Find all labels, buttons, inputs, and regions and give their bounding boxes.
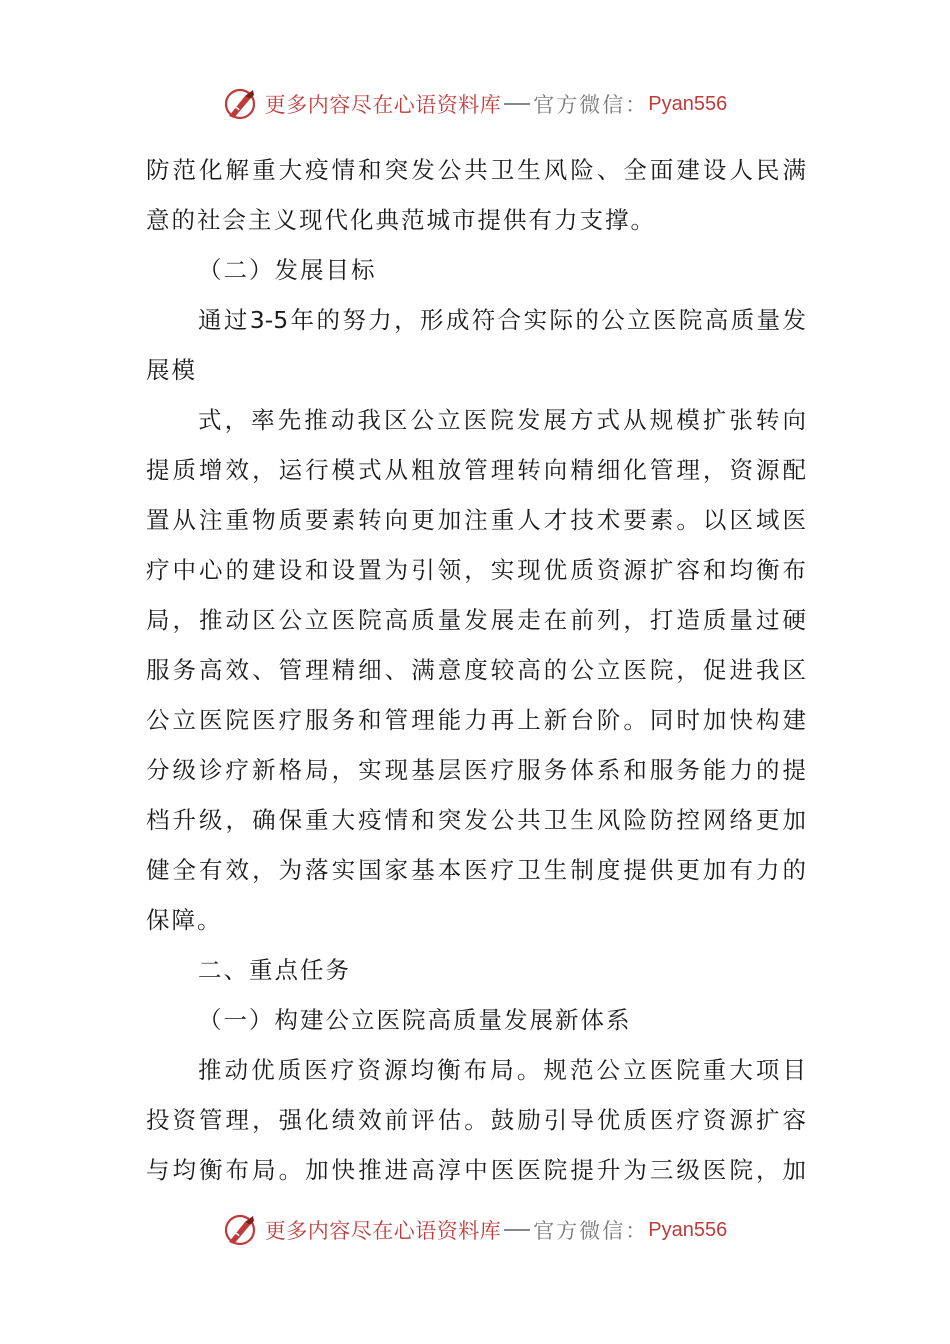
- header-watermark: [0, 82, 950, 126]
- text-line: 式，率先推动我区公立医院发展方式从规模扩张转向: [198, 406, 806, 434]
- text-line: 展模: [146, 356, 197, 384]
- text-line: 二、重点任务: [198, 956, 351, 984]
- text-line: 分级诊疗新格局，实现基层医疗服务体系和服务能力的提: [146, 756, 806, 784]
- pen-logo-icon: [223, 1212, 259, 1248]
- text-line: 投资管理，强化绩效前评估。鼓励引导优质医疗资源扩容: [146, 1106, 806, 1134]
- text-line: 置从注重物质要素转向更加注重人才技术要素。以区域医: [146, 506, 806, 534]
- text-line: 通过3-5年的努力，形成符合实际的公立医院高质量发: [198, 306, 806, 334]
- text-line: 推动优质医疗资源均衡布局。规范公立医院重大项目: [198, 1056, 806, 1084]
- watermark-suffix-text: 官方微信：: [533, 1219, 649, 1243]
- watermark-main-text: 更多内容尽在心语资料库: [264, 93, 502, 117]
- text-line: 档升级，确保重大疫情和突发公共卫生风险防控网络更加: [146, 806, 806, 834]
- watermark-main-text: 更多内容尽在心语资料库: [264, 1219, 502, 1243]
- text-line: （一）构建公立医院高质量发展新体系: [198, 1006, 632, 1034]
- text-line: 局，推动区公立医院高质量发展走在前列，打造质量过硬: [146, 606, 806, 634]
- watermark-wechat-id: Pyan556: [648, 1218, 728, 1241]
- text-line: 公立医院医疗服务和管理能力再上新台阶。同时加快构建: [146, 706, 806, 734]
- text-line: 提质增效，运行模式从粗放管理转向精细化管理，资源配: [146, 456, 806, 484]
- text-line: 防范化解重大疫情和突发公共卫生风险、全面建设人民满: [146, 156, 806, 184]
- document-body: [146, 145, 806, 1195]
- text-line: 服务高效、管理精细、满意度较高的公立医院，促进我区: [146, 656, 806, 684]
- watermark-dash: [504, 1229, 530, 1231]
- footer-watermark: [0, 1208, 950, 1252]
- text-line: 意的社会主义现代化典范城市提供有力支撑。: [146, 206, 656, 234]
- text-line: 保障。: [146, 906, 223, 934]
- watermark-wechat-id: Pyan556: [648, 92, 728, 115]
- text-line: （二）发展目标: [198, 256, 377, 284]
- watermark-dash: [504, 103, 530, 105]
- pen-logo-icon: [223, 86, 259, 122]
- text-line: 疗中心的建设和设置为引领，实现优质资源扩容和均衡布: [146, 556, 806, 584]
- watermark-suffix-text: 官方微信：: [533, 93, 649, 117]
- text-line: 健全有效，为落实国家基本医疗卫生制度提供更加有力的: [146, 856, 806, 884]
- text-line: 与均衡布局。加快推进高淳中医医院提升为三级医院，加: [146, 1156, 806, 1184]
